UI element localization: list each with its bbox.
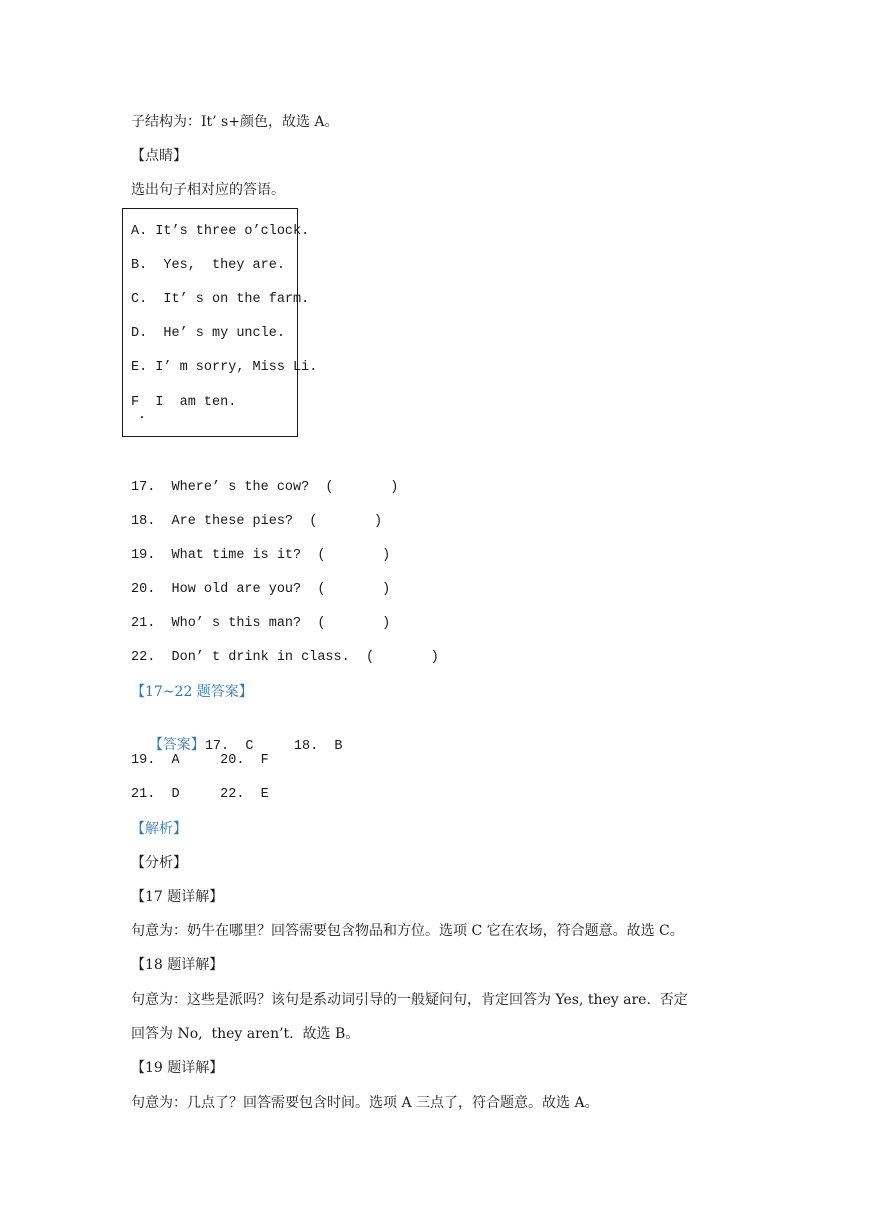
options-box xyxy=(122,208,318,437)
fenxi-label: 【分析】 xyxy=(131,855,187,871)
option-f-dot xyxy=(141,416,143,418)
question-19: 19. What time is it? ( ) xyxy=(131,548,391,563)
answer-label: 【答案】 xyxy=(148,737,205,753)
option-e: E. I’ m sorry, Miss Li. xyxy=(131,360,318,375)
q18-text-1: 句意为：这些是派吗？该句是系动词引导的一般疑问句，肯定回答为 Yes, they are. 否定 xyxy=(131,992,688,1008)
question-21: 21. Who’ s this man? ( ) xyxy=(131,616,391,631)
jiexi-label: 【解析】 xyxy=(131,821,187,837)
header-line: 子结构为：It’ s+颜色，故选 A。 xyxy=(131,114,339,130)
option-b: B. Yes, they are. xyxy=(131,258,285,273)
q19-header: 【19 题详解】 xyxy=(131,1060,224,1076)
answer-header: 【17~22 题答案】 xyxy=(131,684,253,700)
q18-text-2: 回答为 No, they aren’t. 故选 B。 xyxy=(131,1026,360,1042)
answers-line-3: 21. D 22. E xyxy=(131,787,269,802)
q19-text: 句意为：几点了？回答需要包含时间。选项 A 三点了，符合题意。故选 A。 xyxy=(131,1095,599,1111)
question-22: 22. Don’ t drink in class. ( ) xyxy=(131,650,439,665)
option-d: D. He’ s my uncle. xyxy=(131,326,285,341)
answers-line-1: 17. C 18. B xyxy=(204,739,343,754)
q18-header: 【18 题详解】 xyxy=(131,957,224,973)
answers-line-2: 19. A 20. F xyxy=(131,753,269,768)
option-f: F I am ten. xyxy=(131,395,237,410)
instruction-text: 选出句子相对应的答语。 xyxy=(131,182,285,198)
dianjing-label: 【点睛】 xyxy=(131,148,187,164)
question-20: 20. How old are you? ( ) xyxy=(131,582,391,597)
q17-header: 【17 题详解】 xyxy=(131,889,224,905)
q17-text: 句意为：奶牛在哪里？回答需要包含物品和方位。选项 C 它在农场，符合题意。故选 C。 xyxy=(131,923,684,939)
question-18: 18. Are these pies? ( ) xyxy=(131,514,383,529)
option-c: C. It’ s on the farm. xyxy=(131,292,310,307)
option-a: A. It’s three o’clock. xyxy=(131,224,310,239)
question-17: 17. Where’ s the cow? ( ) xyxy=(131,480,399,495)
